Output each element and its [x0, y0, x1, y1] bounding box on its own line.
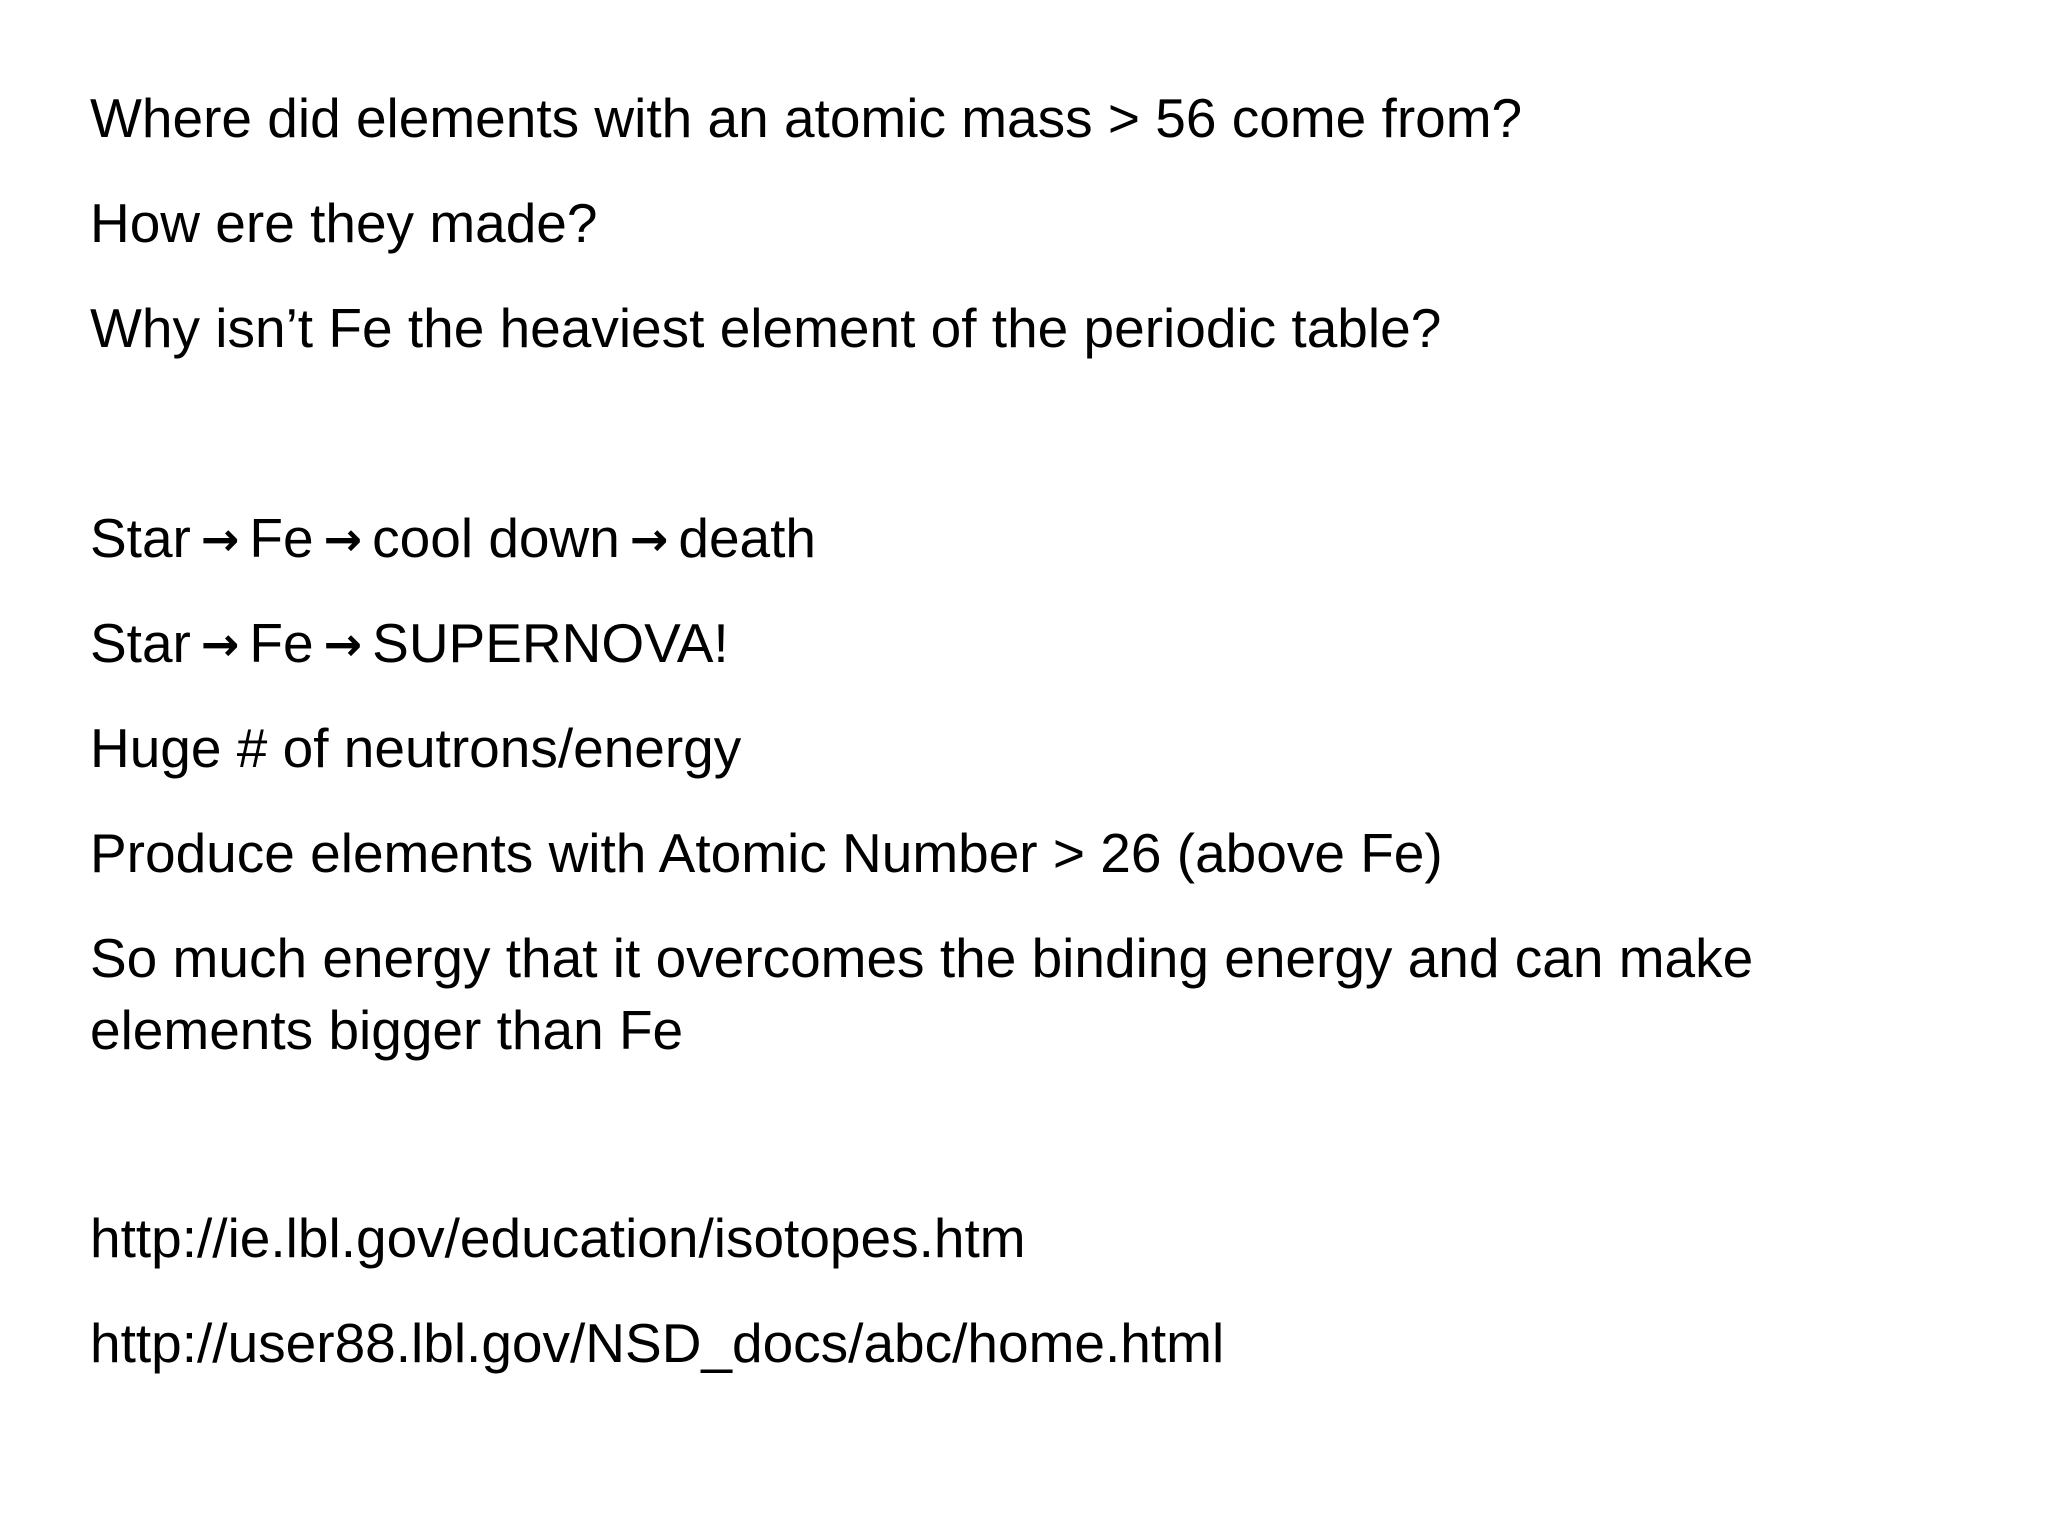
arrow-right-icon: → [323, 512, 363, 566]
path-cool-down [90, 502, 816, 575]
path1-star: Star [90, 507, 191, 569]
arrow-right-icon: → [200, 617, 240, 671]
arrow-right-icon: → [200, 512, 240, 566]
question-how-made: How ere they made? [90, 192, 598, 254]
fact-binding-energy: So much energy that it overcomes the binding energy and can make elements bigger than Fe [90, 927, 1754, 1061]
path2-supernova: SUPERNOVA! [372, 612, 729, 674]
path-supernova [90, 607, 729, 680]
link-nsd-docs-url[interactable]: http://user88.lbl.gov/NSD_docs/abc/home.html [90, 1312, 1225, 1374]
path1-fe: Fe [249, 507, 314, 569]
path2-star: Star [90, 612, 191, 674]
arrow-right-icon: → [323, 617, 363, 671]
link-isotopes-url[interactable]: http://ie.lbl.gov/education/isotopes.htm [90, 1207, 1026, 1269]
link-isotopes[interactable] [90, 1202, 1026, 1274]
fact-neutrons-energy: Huge # of neutrons/energy [90, 717, 742, 779]
link-nsd-docs[interactable] [90, 1307, 1224, 1379]
fact-atomic-number: Produce elements with Atomic Number > 26 (above Fe) [90, 822, 1443, 884]
path1-cool-down: cool down [372, 507, 620, 569]
arrow-right-icon: → [629, 512, 669, 566]
question-atomic-mass: Where did elements with an atomic mass > 56 come from? [90, 87, 1523, 149]
path1-death: death [678, 507, 817, 569]
path2-fe: Fe [249, 612, 314, 674]
question-why-fe: Why isn’t Fe the heaviest element of the periodic table? [90, 297, 1442, 359]
